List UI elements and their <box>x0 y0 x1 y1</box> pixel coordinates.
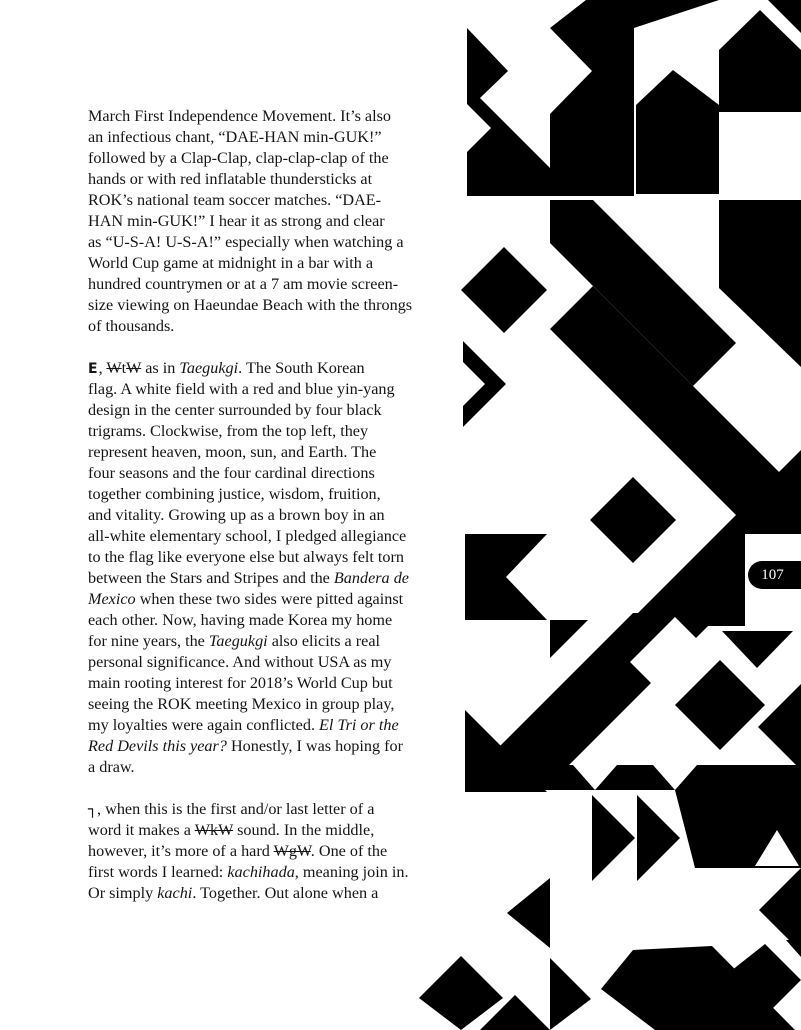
text-run: each other. Now, having made Korea my home <box>88 611 393 629</box>
text-run: to the flag like everyone else but always felt torn <box>88 548 404 566</box>
text-run: between the Stars and Stripes and the <box>88 569 334 587</box>
text-run: Or simply <box>88 884 158 902</box>
text-run-i: Bandera de <box>333 569 409 587</box>
quilt-artwork <box>395 0 801 1030</box>
text-run: World Cup game at midnight in a bar with a <box>88 254 374 272</box>
quilt-shape <box>507 878 550 948</box>
quilt-shape <box>786 940 801 957</box>
text-run: , meaning join in. <box>294 863 409 881</box>
text-run: Honestly, I was hoping for <box>226 737 403 755</box>
quilt-shape <box>719 10 801 112</box>
text-run: however, it’s more of a hard <box>88 842 274 860</box>
text-run: first words I learned: <box>88 863 228 881</box>
quilt-shape <box>637 795 680 881</box>
text-run: of thousands. <box>88 317 175 335</box>
quilt-shape <box>550 620 588 658</box>
quilt-shape <box>634 0 719 28</box>
text-run: personal significance. And without USA as my <box>88 653 392 671</box>
text-run: main rooting interest for 2018’s World Cup but <box>88 674 393 692</box>
text-run: HAN min-GUK!” I hear it as strong and clear <box>88 212 385 230</box>
text-run: together combining justice, wisdom, fruition, <box>88 485 381 503</box>
text-run-i: Taegukgi <box>179 359 239 377</box>
quilt-shape <box>419 956 503 1030</box>
quilt-shape <box>636 70 719 194</box>
text-run: for nine years, the <box>88 632 209 650</box>
quilt-shape <box>722 631 793 668</box>
text-run-i: El Tri or the <box>319 716 399 734</box>
text-run: seeing the ROK meeting Mexico in group play, <box>88 695 395 713</box>
text-run: all-white elementary school, I pledged allegiance <box>88 527 407 545</box>
page-number: 107 <box>761 566 784 583</box>
text-run-i: Taegukgi <box>208 632 268 650</box>
text-run: . Together. Out alone when a <box>192 884 379 902</box>
text-run: . One of the <box>310 842 388 860</box>
text-run-jG: ┐ <box>88 800 98 818</box>
quilt-shape <box>465 534 547 620</box>
text-run: hands or with red inflatable thundersticks at <box>88 170 373 188</box>
text-run: word it makes a <box>88 821 195 839</box>
text-run-i: Mexico <box>88 590 136 608</box>
quilt-shape <box>467 28 550 196</box>
text-run: also elicits a real <box>267 632 381 650</box>
text-run: flag. A white field with a red and blue yin-yang <box>88 380 395 398</box>
text-run: March First Independence Movement. It’s also <box>88 107 391 125</box>
quilt-shape <box>759 868 801 952</box>
text-run-s: WgW <box>273 842 311 860</box>
text-run: . The South Korean <box>238 359 365 377</box>
text-run: as “U-S-A! U-S-A!” especially when watching a <box>88 233 404 251</box>
text-run-i: kachihada <box>227 863 295 881</box>
text-run-i: kachi <box>157 884 193 902</box>
text-run: when these two sides were pitted against <box>135 590 404 608</box>
quilt-shape <box>758 684 801 770</box>
text-run: ROK’s national team soccer matches. “DAE- <box>88 191 382 209</box>
text-run: size viewing on Haeundae Beach with the throngs <box>88 296 413 314</box>
text-run: , <box>98 359 107 377</box>
quilt-shape <box>550 958 591 1030</box>
text-run: represent heaven, moon, sun, and Earth. The <box>88 443 377 461</box>
quilt-shape <box>592 795 635 881</box>
text-run: four seasons and the four cardinal directions <box>88 464 375 482</box>
text-run: followed by a Clap-Clap, clap-clap-clap of the <box>88 149 389 167</box>
text-run: design in the center surrounded by four black <box>88 401 382 419</box>
text-run: trigrams. Clockwise, from the top left, they <box>88 422 369 440</box>
quilt-shape <box>590 477 676 563</box>
text-run: and vitality. Growing up as a brown boy in an <box>88 506 385 524</box>
text-run-s: W <box>106 359 122 377</box>
page-number-badge <box>748 561 801 589</box>
text-run: , when this is the first and/or last letter of a <box>97 800 375 818</box>
text-run-jE: E <box>88 361 99 377</box>
text-run: an infectious chant, “DAE-HAN min-GUK!” <box>88 128 382 146</box>
text-run: as in <box>141 359 180 377</box>
text-run: hundred countrymen or at a 7 am movie screen- <box>88 275 399 293</box>
text-run-s: W <box>126 359 142 377</box>
text-run: t <box>121 359 127 377</box>
text-run: sound. In the middle, <box>233 821 375 839</box>
text-run-s: WkW <box>194 821 234 839</box>
quilt-shape <box>465 765 801 790</box>
text-run: a draw. <box>88 758 135 776</box>
text-run: my loyalties were again conflicted. <box>88 716 320 734</box>
quilt-shape <box>461 247 547 333</box>
text-run-i: Red Devils this year? <box>88 737 227 755</box>
